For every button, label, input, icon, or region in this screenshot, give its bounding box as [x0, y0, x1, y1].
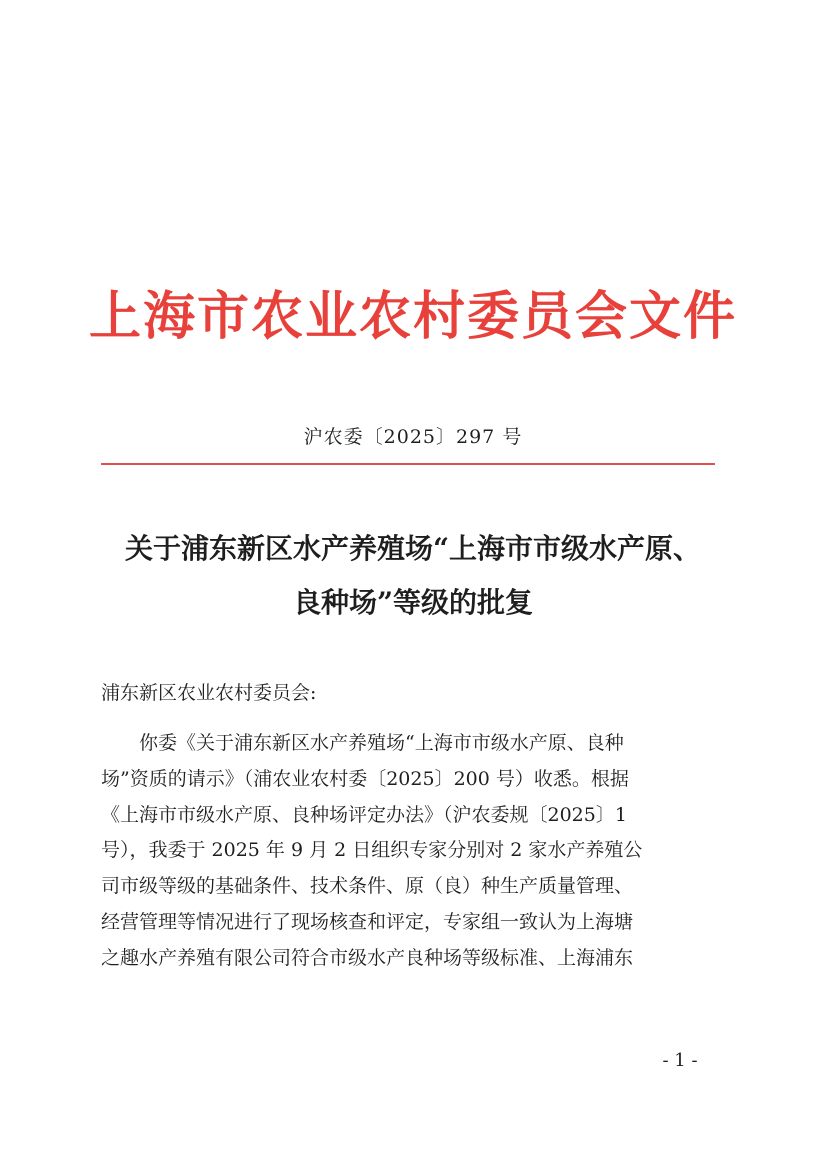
body-line: 司市级等级的基础条件、技术条件、原（良）种生产质量管理、 [101, 875, 634, 898]
body-line: 场”资质的请示》（浦农业农村委〔2025〕200 号）收悉。根据 [101, 767, 629, 790]
body-line: 之趣水产养殖有限公司符合市级水产良种场等级标准、上海浦东 [101, 946, 634, 969]
addressee: 浦东新区农业农村委员会: [101, 682, 317, 704]
issuer-header: 上海市农业农村委员会文件 [88, 286, 737, 347]
body-line: 号），我委于 2025 年 9 月 2 日组织专家分别对 2 家水产养殖公 [101, 839, 643, 862]
title-line: 良种场”等级的批复 [292, 586, 534, 619]
header-divider [101, 463, 715, 465]
document-title [90, 522, 736, 630]
page-number: - 1 - [662, 1050, 698, 1071]
title-line: 关于浦东新区水产养殖场“上海市市级水产原、 [124, 532, 702, 565]
body-paragraph [101, 726, 721, 977]
document-number: 沪农委〔2025〕297 号 [303, 426, 523, 448]
body-line: 你委《关于浦东新区水产养殖场“上海市市级水产原、良种 [101, 732, 624, 754]
body-line: 《上海市市级水产原、良种场评定办法》（沪农委规〔2025〕1 [101, 803, 627, 826]
body-line: 经营管理等情况进行了现场核查和评定，专家组一致认为上海塘 [101, 910, 634, 933]
